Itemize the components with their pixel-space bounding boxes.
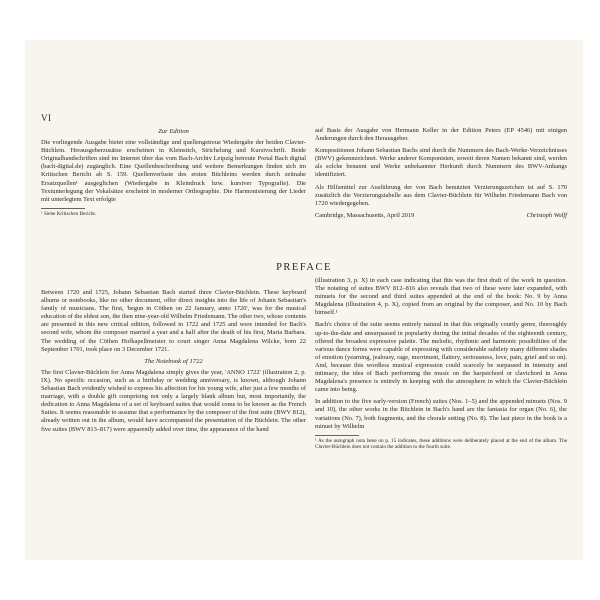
preface-paragraph-2: The first Clavier-Büchlein for Anna Magdalena simply gives the year, 'ANNO 1722' (illustration 2, p. IX). No specific occasion, such as a birthday or wedding anniversary, is known, although Johann Sebastian Bach evidently wished to express his affection for his young wife, after just a few months of marriage, with a double gift comprising not only a largely blank album but, most importantly, the dedication to Anna Magdalena of a set of keyboard suites that would come to be known as the French Suites. It seems reasonable to assume that a performance by the composer of the first suite (BWV 812), already written out in the album, would have accompanied the presentation of the Büchlein. The other five suites (BWV 813–817) were apparently added over time, the appearance of the hand	[41, 368, 306, 433]
zur-edition-title: Zur Edition	[158, 128, 189, 135]
footnote-rule	[41, 208, 85, 209]
signature-name: Christoph Wolff	[526, 211, 567, 219]
zur-edition-footnote: ¹ Siehe Kritischen Bericht.	[41, 210, 97, 217]
preface-footnote: ¹ As the autograph nota bene on p. 15 indicates, these additions were deliberately placed at the end of the album. The Clavier-Büchlein does not contain the addition to the fourth suite.	[315, 437, 567, 451]
preface-paragraph-1: Between 1720 and 1725, Johann Sebastian Bach started three Clavier-Büchlein. These keyboard albums or notebooks, like no other document, offer direct insights into the life of Johann Sebastian's family of musicians. The first, 'begun in Cöthen on 22 January, anno 1720', was for the musical education of the eldest son, the then nine-year-old Wilhelm Friedemann. The other two, whose contents are presented in this new critical edition, followed in 1722 and 1725 and were intended for Bach's second wife, whom the composer married a year and a half after the death of his first, Maria Barbara. The wedding of the Cöthen Hofkapellmeister to court singer Anna Magdalena Wilcke, born 22 September 1701, took place on 3 December 1721.	[41, 289, 306, 353]
preface-heading: PREFACE	[276, 262, 332, 273]
edition-paragraph-3: Als Hilfsmittel zur Ausführung der von Bach benutzten Verzierungszeichen ist auf S. 170 zusätzlich die Verzierungstabelle aus dem Clavier-Büchlein für Wilhelm Friedemann Bach von 1720 wiedergegeben.	[315, 183, 567, 207]
preface-paragraph-5: In addition to the five early-version (French) suites (Nos. 1–5) and the appended minuets (Nos. 9 and 10), the other works in the Büchlein in Bach's hand are the fantasia for organ (No. 6), the variations (No. 7), both fragments, and the chorale setting (No. 8). The last piece in the book is a minuet by Wilhelm	[315, 398, 567, 430]
signature-line	[315, 212, 567, 220]
preface-right-column	[315, 277, 567, 451]
edition-paragraph-2: Kompositionen Johann Sebastian Bachs sind durch die Nummern des Bach-Werke-Verzeichnisses (BWV) gekennzeichnet. Werke anderer Komponisten, soweit deren Namen bekannt sind, werden als solche benannt und Werke unbekannter Herkunft durch Nummern des BWV-Anhangs identifiziert.	[315, 147, 567, 179]
edition-paragraph-1: auf Basis der Ausgabe von Hermann Keller in der Edition Peters (EP 4546) mit einigen Änderungen durch den Herausgeber.	[315, 127, 567, 143]
document-page	[25, 40, 583, 560]
page-number: VI	[41, 113, 52, 123]
zur-edition-section	[41, 128, 306, 217]
signature-place: Cambridge, Massachusetts, April 2019	[315, 211, 415, 219]
preface-paragraph-3: (illustration 3, p. X) in each case indicating that this was the first draft of the work in question. The notating of suites BWV 812–816 also reveals that two of these were later expanded, with minuets for the second and third suites appended at the end of the book: No. 9 by Anna Magdalena (illustration 4, p. X), copied from an original by the composer, and No. 10 by Bach himself.¹	[315, 277, 567, 317]
notebook-1722-subtitle: The Notebook of 1722	[144, 357, 203, 365]
zur-edition-paragraph: Die vorliegende Ausgabe bietet eine vollständige und quellengetreue Wiedergabe der beiden Clavier-Büchlein. Herausgeberzusätze erscheinen in Kleinstich, Strichelung und Kursivschrift. Beide Originalhandschriften sind im Internet über das vom Bach-Archiv Leipzig betreute Portal Bach digital (bach-digital.de) zugänglich. Eine Quellenbeschreibung und weitere Bemerkungen finden sich im Kritischen Bericht ab S. 159. Quellenverluste des ersten Büchleins werden durch zeitnahe Ersatzquellen¹ ausgeglichen (Wiedergabe in Kleindruck bzw. kursiver Typografie). Die Textunterlegung der Vokalsätze erscheint in moderner Orthographie. Die Harmonisierung der Lieder mit unterlegtem Text erfolgte	[41, 139, 306, 203]
footnote-rule	[315, 435, 359, 436]
preface-left-column	[41, 289, 306, 438]
preface-paragraph-4: Bach's choice of the suite seems entirely natural in that this originally courtly genre, thoroughly up-to-the-date and unsurpassed in popularity during the initial decades of the eighteenth century, offered the broadest expressive palette. The melodic, rhythmic and harmonic possibilities of the various dance forms were capable of expressing with considerable subtlety many different shades of emotion (yearning, jealousy, rage, merriment, flattery, seriousness, love, pain, grief and so on). And, because this wordless musical expression could scarcely be surpassed in intensity and intimacy, the idea of Bach performing the music on the harpsichord or clavichord in Anna Magdalena's presence is entirely in keeping with the atmosphere in which the Clavier-Büchlein came into being.	[315, 321, 567, 394]
edition-notes-column	[315, 127, 567, 220]
